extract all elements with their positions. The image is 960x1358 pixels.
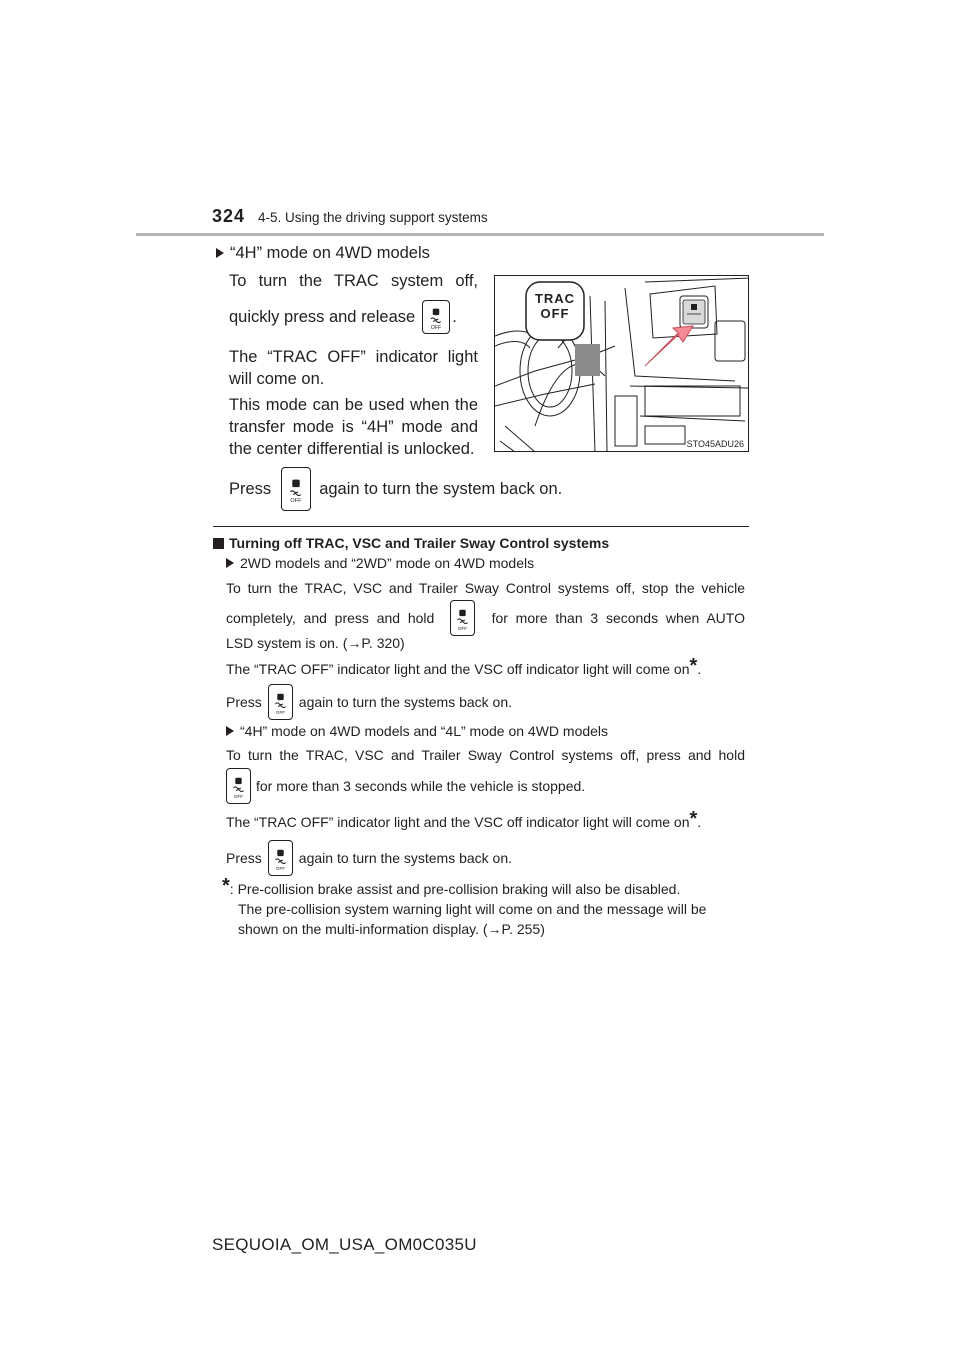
footnote-line: The pre-collision system warning light will come on and the message will be <box>238 901 707 917</box>
press-again-line: Press OFF again to turn the system back on. <box>229 467 562 511</box>
subheading-2wd: 2WD models and “2WD” mode on 4WD models <box>226 554 534 573</box>
asterisk-marker: * <box>689 808 698 830</box>
section-title: 4-5. Using the driving support systems <box>258 210 488 225</box>
asterisk-marker: * <box>689 655 698 677</box>
triangle-bullet-icon <box>226 558 234 568</box>
para-line: will come on. <box>229 370 325 388</box>
page-reference-link[interactable]: P. 320) <box>361 635 405 651</box>
press-again-line: Press OFF again to turn the systems back on. <box>226 840 512 876</box>
para-line: The “TRAC OFF” indicator light and the VSC off indicator light will come on*. <box>226 655 702 677</box>
vsc-off-button-icon <box>450 600 475 636</box>
dashboard-illustration <box>494 275 749 452</box>
para-line: The “TRAC OFF” indicator light and the VSC off indicator light will come on*. <box>226 808 702 830</box>
vsc-off-button-icon <box>281 467 311 511</box>
para-line-with-ref: LSD system is on. (→P. 320) <box>226 635 405 651</box>
para-line: To turn the TRAC system off, <box>229 272 478 290</box>
svg-text:OFF: OFF <box>233 793 244 799</box>
vsc-off-button-icon <box>422 300 450 334</box>
section-heading: Turning off TRAC, VSC and Trailer Sway Control systems <box>213 534 609 553</box>
arrow-ref-icon: → <box>487 921 502 937</box>
dashboard-line-drawing <box>495 276 749 452</box>
vehicle-skid-off-icon <box>227 769 250 803</box>
press-again-line: Press OFF again to turn the systems back on. <box>226 684 512 720</box>
footnote-line-with-ref: shown on the multi-information display. (→P. 255) <box>238 921 545 937</box>
subheading-4h-4l: “4H” mode on 4WD models and “4L” mode on 4WD models <box>226 722 608 741</box>
svg-text:OFF: OFF <box>275 865 285 871</box>
square-bullet-icon <box>213 538 224 549</box>
callout-text-trac: TRAC <box>534 291 576 306</box>
subheading-4h: “4H” mode on 4WD models <box>216 242 430 264</box>
vsc-off-button-icon <box>268 840 293 876</box>
vsc-off-button-icon <box>268 684 293 720</box>
figure-caption: STO45ADU26 <box>686 439 744 449</box>
triangle-bullet-icon <box>226 726 234 736</box>
page-reference-link[interactable]: P. 255) <box>501 921 545 937</box>
page-number: 324 <box>212 206 246 226</box>
section-divider <box>213 526 749 527</box>
svg-text:OFF: OFF <box>290 498 302 505</box>
para-line-with-button: quickly press and release OFF . <box>229 300 457 334</box>
para-line: the center differential is unlocked. <box>229 440 475 458</box>
svg-text:OFF: OFF <box>275 709 285 715</box>
header-divider <box>136 233 824 236</box>
svg-text:OFF: OFF <box>458 625 468 631</box>
vehicle-skid-off-icon <box>269 841 292 875</box>
vehicle-skid-off-icon <box>269 685 292 719</box>
svg-text:OFF: OFF <box>431 325 442 332</box>
para-line: To turn the TRAC, VSC and Trailer Sway Control systems off, stop the vehicle <box>226 580 745 596</box>
para-line: transfer mode is “4H” mode and <box>229 418 478 436</box>
vehicle-skid-off-icon <box>451 601 474 635</box>
document-code: SEQUOIA_OM_USA_OM0C035U <box>212 1235 477 1254</box>
footnote-asterisk: * <box>222 875 230 897</box>
arrow-ref-icon: → <box>347 635 362 651</box>
callout-text-off: OFF <box>540 306 570 321</box>
para-line-with-button: OFF for more than 3 seconds while the vehicle is stopped. <box>226 768 585 804</box>
footnote-line: *: Pre-collision brake assist and pre-collision braking will also be disabled. <box>222 875 681 897</box>
para-line: To turn the TRAC, VSC and Trailer Sway Control systems off, press and hold <box>226 747 745 763</box>
triangle-bullet-icon <box>216 248 224 258</box>
para-line: The “TRAC OFF” indicator light <box>229 348 478 366</box>
vehicle-skid-off-icon <box>423 301 449 333</box>
vsc-off-button-icon <box>226 768 251 804</box>
para-line: This mode can be used when the <box>229 396 478 414</box>
vehicle-skid-off-icon <box>282 468 310 510</box>
para-line-with-button: completely, and press and hold OFF for more than 3 seconds when AUTO <box>226 600 745 636</box>
